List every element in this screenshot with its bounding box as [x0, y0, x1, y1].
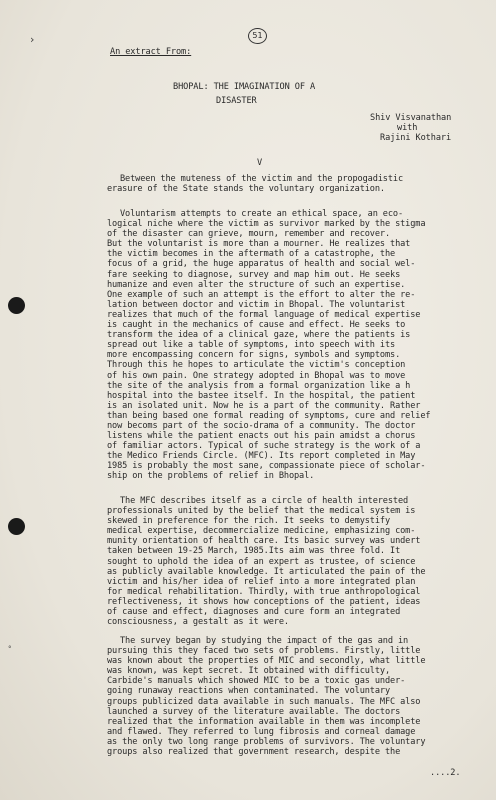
text-line: professionals united by the belief that the medical system is	[107, 506, 416, 517]
text-line: transform the idea of a clinical gaze, where the patients is	[107, 330, 411, 341]
page-number: 51	[248, 28, 267, 44]
text-line: groups publicized data available in such manuals. The MFC also	[107, 696, 421, 707]
paragraph-survey	[107, 636, 487, 757]
text-line: taken between 19-25 March, 1985.Its aim was three fold. It	[107, 546, 401, 557]
text-line: sought to uphold the idea of an expert as trustee, of science	[107, 556, 416, 567]
text-line: was known, was kept secret. It obtained with difficulty,	[107, 666, 391, 677]
text-line: going runaway reactions when contaminated. The voluntary	[107, 686, 391, 697]
extract-heading: An extract From:	[110, 47, 192, 57]
text-line: of the disaster can grieve, mourn, remember and recover.	[107, 229, 391, 240]
punch-hole	[8, 297, 25, 314]
continuation-marker: ....2.	[430, 768, 461, 778]
text-line: But the voluntarist is more than a mourner. He realizes that	[107, 239, 411, 250]
text-line: Between the muteness of the victim and the propogadistic	[120, 174, 404, 184]
text-line: erasure of the State stands the voluntary organization.	[107, 184, 385, 195]
text-line: victim and his/her idea of relief into a more integrated plan	[107, 576, 416, 587]
intro-paragraph	[107, 174, 487, 194]
text-line: realizes that much of the formal language of medical expertise	[107, 309, 421, 320]
text-line: Voluntarism attempts to create an ethical space, an eco-	[120, 209, 404, 219]
text-line: of his own pain. One strategy adopted in Bhopal was to move	[107, 370, 406, 381]
text-line: the site of the analysis from a formal organization like a h	[107, 380, 411, 391]
text-line: groups also realized that government research, despite the	[107, 747, 401, 758]
paragraph-voluntarism	[107, 209, 487, 482]
text-line: humanize and even alter the structure of such an expertise.	[107, 279, 406, 290]
text-line: of cause and effect, diagnoses and cure form an integrated	[107, 607, 401, 618]
text-line: the victim becomes in the aftermath of a catastrophe, the	[107, 249, 396, 260]
author-2: Rajini Kothari	[380, 133, 452, 143]
text-line: than being based one formal reading of symptoms, cure and relief	[107, 410, 431, 421]
author-with: with	[397, 123, 418, 133]
section-number: V	[257, 158, 263, 168]
text-line: is an isolated unit. Now he is a part of the community. Rather	[107, 400, 421, 411]
text-line: ship on the problems of relief in Bhopal.	[107, 471, 315, 482]
text-line: 1985 is probably the most sane, compassionate piece of scholar-	[107, 461, 426, 472]
text-line: launched a survey of the literature available. The doctors	[107, 706, 401, 717]
text-line: munity orientation of health care. Its basic survey was undert	[107, 536, 421, 547]
text-line: hospital into the bastee itself. In the hospital, the patient	[107, 390, 416, 401]
paragraph-mfc	[107, 496, 487, 627]
text-line: fare seeking to diagnose, survey and map him out. He seeks	[107, 269, 401, 280]
text-line: consciousness, a gestalt as it were.	[107, 617, 289, 628]
text-line: spread out like a table of symptoms, into speech with its	[107, 340, 396, 351]
text-line: realized that the information available in them was incomplete	[107, 716, 421, 727]
text-line: more encompassing concern for signs, symbols and symptoms.	[107, 350, 401, 361]
text-line: focus of a grid, the huge apparatus of health and social wel-	[107, 259, 416, 270]
text-line: the Medico Friends Circle. (MFC). Its report completed in May	[107, 451, 416, 462]
text-line: is caught in the mechanics of cause and effect. He seeks to	[107, 320, 406, 331]
text-line: reflectiveness, it shows how conceptions of the patient, ideas	[107, 596, 421, 607]
margin-scribble: °	[8, 645, 12, 653]
punch-hole	[8, 518, 25, 535]
text-line: and flawed. They referred to lung fibrosis and corneal damage	[107, 726, 416, 737]
text-line: medical expertise, decommercialize medicine, emphasizing com-	[107, 526, 416, 537]
text-line: of familiar actors. Typical of suche strategy is the work of a	[107, 441, 421, 452]
text-line: lation between doctor and victim in Bhopal. The voluntarist	[107, 299, 406, 310]
text-line: skewed in preference for the rich. It seeks to demystify	[107, 516, 391, 527]
text-line: listens while the patient enacts out his pain amidst a chorus	[107, 431, 416, 442]
author-1: Shiv Visvanathan	[370, 113, 452, 123]
title-line-1: BHOPAL: THE IMAGINATION OF A	[173, 82, 316, 92]
text-line: The survey began by studying the impact of the gas and in	[120, 636, 409, 646]
text-line: Carbide's manuals which showed MIC to be a toxic gas under-	[107, 676, 406, 687]
title-line-2: DISASTER	[216, 96, 257, 106]
text-line: One example of such an attempt is the effort to alter the re-	[107, 289, 416, 300]
text-line: was known about the properties of MIC and secondly, what little	[107, 656, 426, 667]
text-line: as the only two long range problems of survivors. The voluntary	[107, 736, 426, 747]
text-line: logical niche where the victim as survivor marked by the stigma	[107, 219, 426, 230]
text-line: for medical rehabilitation. Thirdly, with true anthropological	[107, 586, 421, 597]
text-line: pursuing this they faced two sets of problems. Firstly, little	[107, 646, 421, 657]
text-line: as publicly available knowledge. It articulated the pain of the	[107, 566, 426, 577]
text-line: Through this he hopes to articulate the victim's conception	[107, 360, 406, 371]
pencil-tick-mark: ›	[30, 33, 35, 46]
text-line: now becoms part of the socio-drama of a community. The doctor	[107, 420, 416, 431]
text-line: The MFC describes itself as a circle of health interested	[120, 496, 409, 506]
